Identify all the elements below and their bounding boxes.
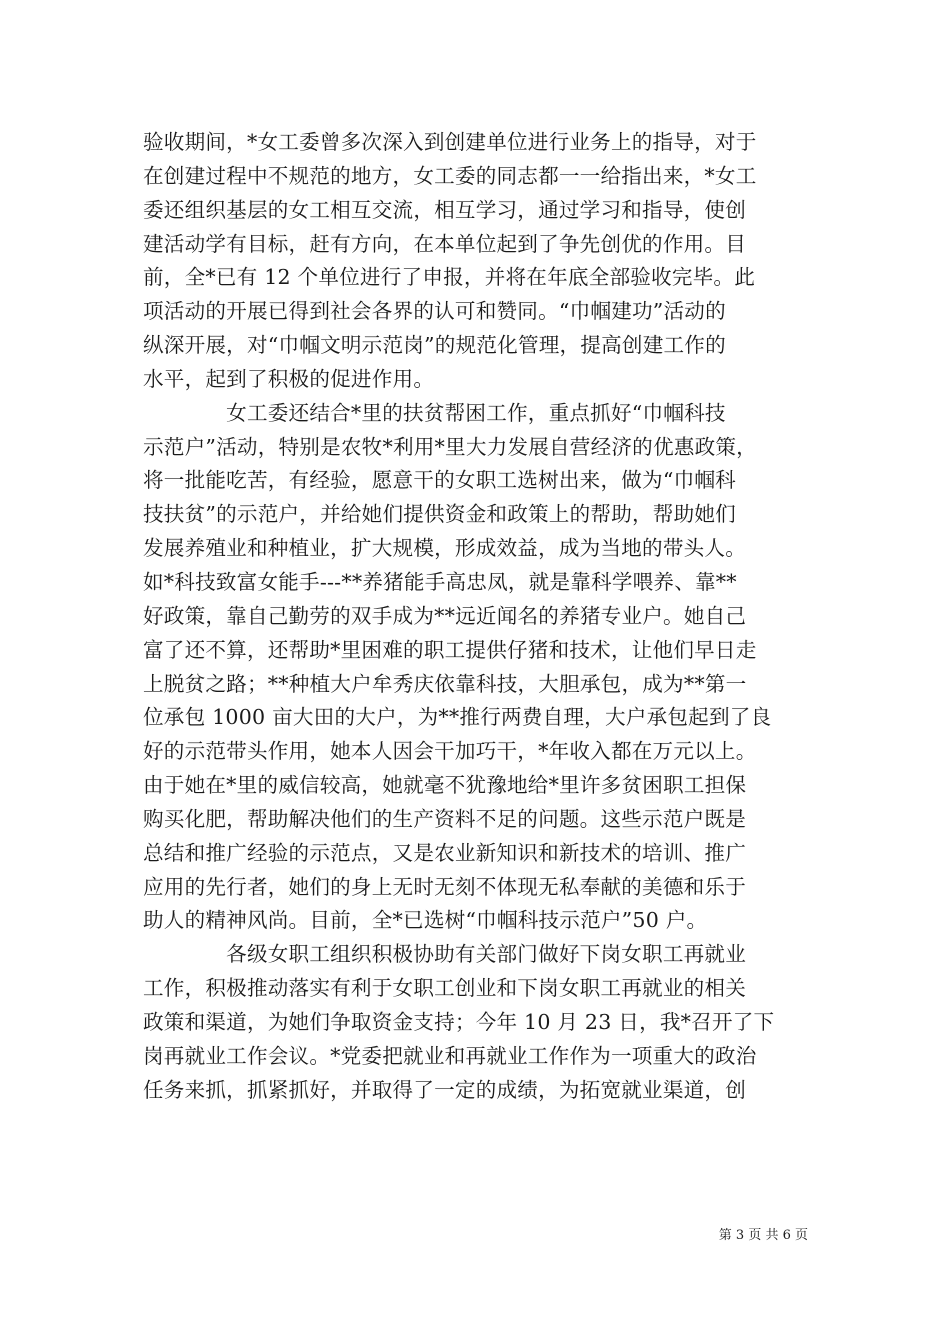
text-line: 各级女职工组织积极协助有关部门做好下岗女职工再就业 [143, 942, 747, 967]
text-line: 女工委还结合*里的扶贫帮困工作，重点抓好“巾帼科技 [143, 400, 726, 425]
text-line: 购买化肥，帮助解决他们的生产资料不足的问题。这些示范户既是 [143, 806, 747, 831]
text-line: 由于她在*里的威信较高，她就毫不犹豫地给*里许多贫困职工担保 [143, 773, 747, 798]
text-line: 将一批能吃苦，有经验，愿意干的女职工选树出来，做为“巾帼科 [143, 468, 736, 493]
text-line: 纵深开展，对“巾帼文明示范岗”的规范化管理，提高创建工作的 [143, 333, 726, 358]
text-line: 如*科技致富女能手---**养猪能手高忠凤，就是靠科学喂养、靠** [143, 569, 737, 594]
text-line: 在创建过程中不规范的地方，女工委的同志都一一给指出来，*女工 [143, 163, 757, 188]
text-line: 上脱贫之路；**种植大户牟秀庆依靠科技，大胆承包，成为**第一 [143, 671, 747, 696]
text-line: 好政策，靠自己勤劳的双手成为**远近闻名的养猪专业户。她自己 [143, 603, 747, 628]
text-line: 建活动学有目标，赶有方向，在本单位起到了争先创优的作用。目 [143, 231, 747, 256]
text-line: 前，全*已有 12 个单位进行了申报，并将在年底全部验收完毕。此 [143, 265, 756, 290]
text-line: 政策和渠道，为她们争取资金支持；今年 10 月 23 日，我*召开了下 [143, 1009, 775, 1034]
text-line: 水平，起到了积极的促进作用。 [143, 366, 435, 391]
text-line: 应用的先行者，她们的身上无时无刻不体现无私奉献的美德和乐于 [143, 874, 747, 899]
text-line: 项活动的开展已得到社会各界的认可和赞同。“巾帼建功”活动的 [143, 299, 726, 324]
text-line: 总结和推广经验的示范点，又是农业新知识和新技术的培训、推广 [143, 840, 747, 865]
text-line: 验收期间，*女工委曾多次深入到创建单位进行业务上的指导，对于 [143, 130, 757, 154]
text-line: 示范户”活动，特别是农牧*利用*里大力发展自营经济的优惠政策， [143, 434, 757, 459]
text-line: 委还组织基层的女工相互交流，相互学习，通过学习和指导，使创 [143, 197, 747, 222]
text-line: 发展养殖业和种植业，扩大规模，形成效益，成为当地的带头人。 [143, 536, 747, 561]
text-line: 位承包 1000 亩大田的大户，为**推行两费自理，大户承包起到了良 [143, 705, 772, 730]
page-number-footer: 第 3 页 共 6 页 [718, 1228, 808, 1243]
text-line: 岗再就业工作会议。*党委把就业和再就业工作作为一项重大的政治 [143, 1043, 757, 1068]
text-line: 任务来抓，抓紧抓好，并取得了一定的成绩，为拓宽就业渠道，创 [143, 1077, 747, 1102]
body-text [143, 126, 809, 1107]
text-line: 工作，积极推动落实有利于女职工创业和下岗女职工再就业的相关 [143, 976, 747, 1001]
text-line: 富了还不算，还帮助*里困难的职工提供仔猪和技术，让他们早日走 [143, 637, 757, 662]
text-line: 好的示范带头作用，她本人因会干加巧干，*年收入都在万元以上。 [143, 739, 757, 764]
text-line: 技扶贫”的示范户，并给她们提供资金和政策上的帮助，帮助她们 [143, 502, 736, 527]
text-line: 助人的精神风尚。目前，全*已选树“巾帼科技示范户”50 户。 [143, 908, 708, 933]
